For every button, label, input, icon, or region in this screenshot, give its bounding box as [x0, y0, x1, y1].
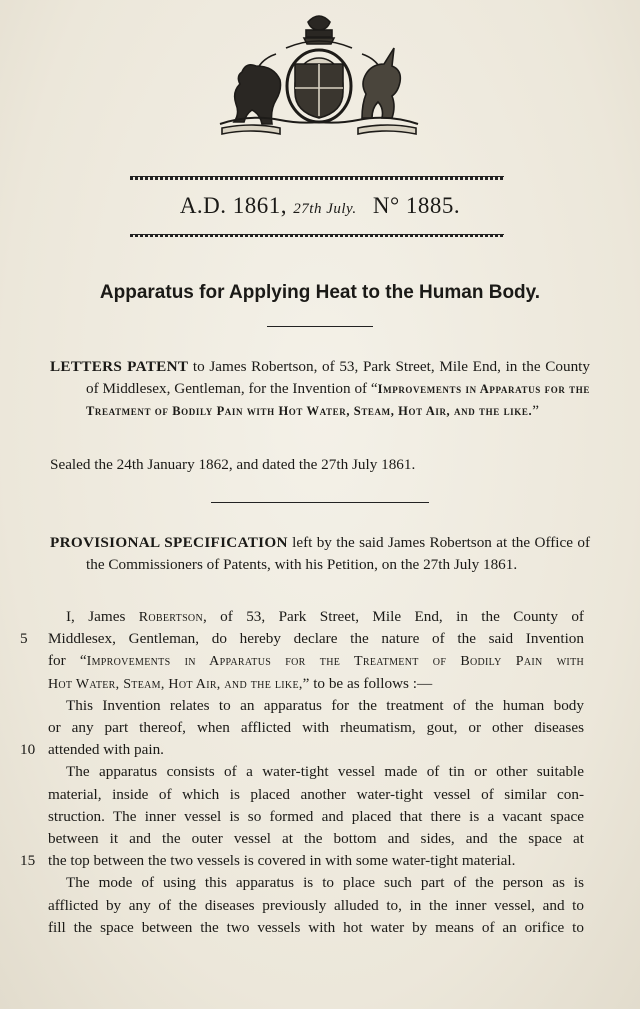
letters-patent-close: ”	[532, 402, 539, 420]
body-text-line	[48, 673, 584, 696]
body-text-line	[48, 806, 584, 828]
body-text-line	[48, 917, 584, 939]
text-segment: attended with pain.	[48, 741, 164, 759]
divider	[211, 502, 429, 503]
ornamental-rule-top	[130, 176, 504, 180]
small-caps-text: Improvements in Apparatus for the Treatment of Bodily Pain with	[86, 654, 584, 670]
letters-patent-paragraph	[50, 356, 590, 423]
text-segment: the top between the two vessels is covered in with some water-tight material.	[48, 852, 516, 870]
body-text-line	[66, 606, 584, 629]
body-text-line	[48, 628, 584, 650]
patent-number: N° 1885.	[372, 193, 461, 218]
royal-coat-of-arms-icon	[216, 8, 422, 136]
sealed-line: Sealed the 24th January 1862, and dated the 27th July 1861.	[50, 456, 416, 473]
year-label: A.D. 1861,	[179, 193, 288, 218]
line-number: 5	[20, 630, 28, 648]
text-segment: afflicted by any of the diseases previously alluded to, in the inner vessel, and to	[48, 896, 584, 914]
provisional-specification-text: left by the said James Robertson at the Office of the Commissioners of Patents, with his Petition, on the 27th July 1861.	[86, 534, 590, 574]
date-label: 27th July.	[293, 201, 357, 217]
text-segment: for “	[48, 652, 87, 670]
body-text-line	[66, 695, 584, 717]
body-text-line	[66, 761, 584, 783]
small-caps-text: Robertson	[138, 610, 203, 625]
patent-number-line	[0, 190, 640, 225]
body-text-line	[48, 828, 584, 850]
text-segment: ” to be as follows :—	[302, 674, 433, 692]
letters-patent-heading: LETTERS PATENT	[50, 358, 189, 375]
provisional-specification-heading: PROVISIONAL SPECIFICATION	[50, 534, 288, 551]
text-segment: The mode of using this apparatus is to place such part of the person as is	[66, 874, 584, 892]
text-segment: Middlesex, Gentleman, do hereby declare the nature of the said Invention	[48, 630, 584, 648]
letters-patent-text: to James Robertson, of 53, Park Street, Mile End, in the County of Middlesex, Gentleman, for the Invention of “	[86, 358, 590, 398]
text-segment: I, James	[66, 608, 139, 625]
small-caps-text: Hot Water, Steam, Hot Air, and the like,	[48, 676, 303, 692]
divider	[267, 326, 373, 327]
body-text-line	[48, 850, 584, 872]
text-segment: The apparatus consists of a water-tight vessel made of tin or other suitable	[66, 763, 584, 781]
text-segment: , of 53, Park Street, Mile End, in the County of	[202, 608, 584, 625]
body-text-line	[48, 784, 584, 806]
text-segment: This Invention relates to an apparatus for the treatment of the human body	[66, 696, 584, 714]
body-text-line	[48, 739, 584, 761]
invention-title: Improvements in Apparatus for the Treatment of Bodily Pain with Hot Water, Steam, Hot Air, and the like.	[86, 382, 590, 419]
ornamental-rule-bottom	[130, 234, 504, 237]
text-segment: fill the space between the two vessels with hot water by means of an orifice to	[48, 918, 584, 936]
body-text-line	[66, 872, 584, 894]
body-text-line	[48, 717, 584, 739]
text-segment: material, inside of which is placed another water-tight vessel of similar con-	[48, 785, 584, 803]
body-text-line	[48, 895, 584, 917]
line-number: 10	[20, 741, 36, 759]
page-title: Apparatus for Applying Heat to the Human Body.	[99, 282, 541, 303]
provisional-specification-paragraph	[50, 532, 590, 576]
text-segment: or any part thereof, when afflicted with rheumatism, gout, or other diseases	[48, 719, 584, 736]
text-segment: between it and the outer vessel at the bottom and sides, and the space at	[48, 830, 584, 847]
text-segment: struction. The inner vessel is so formed and placed that there is a vacant space	[48, 807, 584, 825]
line-number: 15	[20, 852, 36, 870]
body-text-line	[48, 650, 584, 673]
